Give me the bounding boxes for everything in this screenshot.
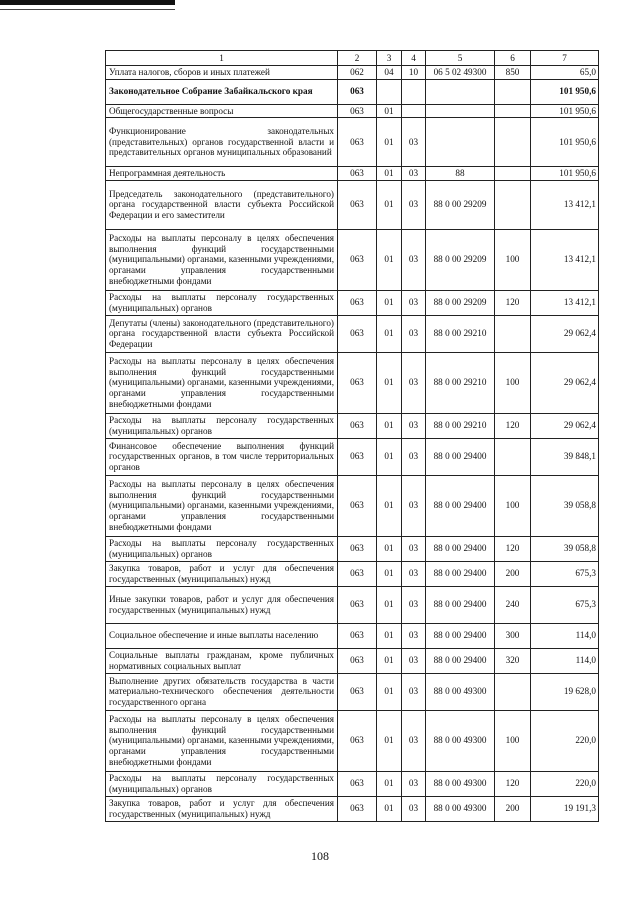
row-name-cell: Законодательное Собрание Забайкальского края (106, 79, 338, 104)
row-target-article-cell: 88 0 00 29400 (426, 438, 495, 475)
row-subsection-cell: 03 (402, 771, 426, 796)
row-name-cell: Расходы на выплаты персоналу в целях обеспечения выполнения функций государственными (муниципальными) органами, казенными учреждениями, органами управления государственными внебюджетными фондами (106, 475, 338, 536)
row-grbs-cell: 063 (338, 648, 377, 673)
row-target-article-cell: 88 0 00 29209 (426, 290, 495, 315)
table-row (106, 623, 599, 648)
row-subsection-cell: 03 (402, 710, 426, 771)
row-section-cell: 01 (377, 413, 402, 438)
row-expense-type-cell: 120 (495, 413, 531, 438)
row-amount-cell: 101 950,6 (531, 79, 599, 104)
row-section-cell: 04 (377, 66, 402, 80)
table-row (106, 104, 599, 118)
row-section-cell: 01 (377, 104, 402, 118)
row-section-cell: 01 (377, 229, 402, 290)
row-amount-cell: 101 950,6 (531, 118, 599, 167)
row-section-cell: 01 (377, 561, 402, 586)
row-section-cell: 01 (377, 315, 402, 352)
table-row (106, 315, 599, 352)
row-amount-cell: 39 058,8 (531, 536, 599, 561)
row-section-cell: 01 (377, 623, 402, 648)
table-row (106, 536, 599, 561)
row-expense-type-cell (495, 167, 531, 181)
row-section-cell (377, 79, 402, 104)
row-expense-type-cell: 850 (495, 66, 531, 80)
row-target-article-cell: 88 0 00 29209 (426, 180, 495, 229)
row-subsection-cell: 03 (402, 623, 426, 648)
row-section-cell: 01 (377, 710, 402, 771)
row-grbs-cell: 063 (338, 180, 377, 229)
row-target-article-cell: 06 5 02 49300 (426, 66, 495, 80)
row-section-cell: 01 (377, 796, 402, 821)
row-subsection-cell: 10 (402, 66, 426, 80)
row-expense-type-cell: 100 (495, 229, 531, 290)
page-number: 108 (311, 849, 329, 863)
row-subsection-cell: 03 (402, 475, 426, 536)
row-name-cell: Непрограммная деятельность (106, 167, 338, 181)
row-target-article-cell (426, 118, 495, 167)
table-row (106, 352, 599, 413)
row-subsection-cell: 03 (402, 536, 426, 561)
row-subsection-cell: 03 (402, 438, 426, 475)
row-section-cell: 01 (377, 290, 402, 315)
row-target-article-cell: 88 0 00 29400 (426, 623, 495, 648)
row-grbs-cell: 063 (338, 413, 377, 438)
row-target-article-cell: 88 0 00 49300 (426, 771, 495, 796)
table-row (106, 229, 599, 290)
table-body (106, 66, 599, 822)
row-section-cell: 01 (377, 586, 402, 623)
row-name-cell: Расходы на выплаты персоналу в целях обеспечения выполнения функций государственными (муниципальными) органами, казенными учреждениями, органами управления государственными внебюджетными фондами (106, 710, 338, 771)
row-expense-type-cell: 120 (495, 536, 531, 561)
row-subsection-cell: 03 (402, 673, 426, 710)
row-subsection-cell: 03 (402, 315, 426, 352)
row-target-article-cell: 88 0 00 29209 (426, 229, 495, 290)
row-subsection-cell: 03 (402, 290, 426, 315)
row-section-cell: 01 (377, 118, 402, 167)
row-amount-cell: 13 412,1 (531, 290, 599, 315)
row-expense-type-cell: 200 (495, 796, 531, 821)
row-grbs-cell: 063 (338, 710, 377, 771)
row-expense-type-cell: 240 (495, 586, 531, 623)
row-grbs-cell: 063 (338, 673, 377, 710)
table-row (106, 710, 599, 771)
row-grbs-cell: 063 (338, 623, 377, 648)
row-section-cell: 01 (377, 438, 402, 475)
row-subsection-cell: 03 (402, 167, 426, 181)
row-grbs-cell: 063 (338, 352, 377, 413)
row-target-article-cell: 88 0 00 29210 (426, 413, 495, 438)
row-name-cell: Социальные выплаты гражданам, кроме публичных нормативных социальных выплат (106, 648, 338, 673)
table-row (106, 413, 599, 438)
row-amount-cell: 114,0 (531, 648, 599, 673)
row-amount-cell: 19 191,3 (531, 796, 599, 821)
row-subsection-cell: 03 (402, 229, 426, 290)
table-row (106, 118, 599, 167)
row-target-article-cell: 88 0 00 29400 (426, 475, 495, 536)
table-row (106, 648, 599, 673)
row-target-article-cell (426, 79, 495, 104)
row-amount-cell: 13 412,1 (531, 229, 599, 290)
header-col-3: 3 (377, 51, 402, 66)
row-amount-cell: 13 412,1 (531, 180, 599, 229)
row-name-cell: Уплата налогов, сборов и иных платежей (106, 66, 338, 80)
row-grbs-cell: 063 (338, 79, 377, 104)
row-grbs-cell: 063 (338, 290, 377, 315)
row-target-article-cell: 88 0 00 29210 (426, 352, 495, 413)
table-row (106, 771, 599, 796)
row-amount-cell: 675,3 (531, 586, 599, 623)
row-target-article-cell: 88 0 00 49300 (426, 796, 495, 821)
table-header-row (106, 51, 599, 66)
row-grbs-cell: 063 (338, 586, 377, 623)
top-scan-line (0, 9, 175, 10)
row-grbs-cell: 063 (338, 561, 377, 586)
row-section-cell: 01 (377, 673, 402, 710)
row-expense-type-cell (495, 79, 531, 104)
row-name-cell: Расходы на выплаты персоналу государственных (муниципальных) органов (106, 771, 338, 796)
header-col-6: 6 (495, 51, 531, 66)
row-grbs-cell: 063 (338, 118, 377, 167)
row-expense-type-cell: 100 (495, 475, 531, 536)
row-target-article-cell: 88 0 00 29400 (426, 561, 495, 586)
row-name-cell: Финансовое обеспечение выполнения функций государственных органов, в том числе территориальных органов (106, 438, 338, 475)
row-subsection-cell: 03 (402, 118, 426, 167)
row-name-cell: Функционирование законодательных (представительных) органов государственной власти и представительных органов муниципальных образований (106, 118, 338, 167)
row-name-cell: Расходы на выплаты персоналу в целях обеспечения выполнения функций государственными (муниципальными) органами, казенными учреждениями, органами управления государственными внебюджетными фондами (106, 229, 338, 290)
row-grbs-cell: 063 (338, 796, 377, 821)
row-amount-cell: 675,3 (531, 561, 599, 586)
table-row (106, 475, 599, 536)
row-amount-cell: 29 062,4 (531, 352, 599, 413)
row-amount-cell: 114,0 (531, 623, 599, 648)
table-row (106, 561, 599, 586)
row-subsection-cell: 03 (402, 648, 426, 673)
row-subsection-cell: 03 (402, 586, 426, 623)
row-amount-cell: 65,0 (531, 66, 599, 80)
row-amount-cell: 19 628,0 (531, 673, 599, 710)
row-section-cell: 01 (377, 475, 402, 536)
row-name-cell: Социальное обеспечение и иные выплаты населению (106, 623, 338, 648)
row-grbs-cell: 063 (338, 167, 377, 181)
row-subsection-cell: 03 (402, 413, 426, 438)
row-section-cell: 01 (377, 771, 402, 796)
row-expense-type-cell: 200 (495, 561, 531, 586)
row-target-article-cell: 88 0 00 29400 (426, 536, 495, 561)
row-name-cell: Закупка товаров, работ и услуг для обеспечения государственных (муниципальных) нужд (106, 561, 338, 586)
row-name-cell: Выполнение других обязательств государства в части материально-технического обеспечения деятельности государственного органа (106, 673, 338, 710)
row-grbs-cell: 063 (338, 475, 377, 536)
row-expense-type-cell: 100 (495, 352, 531, 413)
row-expense-type-cell (495, 118, 531, 167)
row-section-cell: 01 (377, 536, 402, 561)
row-expense-type-cell (495, 104, 531, 118)
row-amount-cell: 220,0 (531, 710, 599, 771)
table-row (106, 796, 599, 821)
row-subsection-cell (402, 104, 426, 118)
header-col-5: 5 (426, 51, 495, 66)
row-grbs-cell: 063 (338, 438, 377, 475)
table-row (106, 180, 599, 229)
table-row (106, 167, 599, 181)
row-name-cell: Закупка товаров, работ и услуг для обеспечения государственных (муниципальных) нужд (106, 796, 338, 821)
table-row (106, 586, 599, 623)
row-grbs-cell: 062 (338, 66, 377, 80)
table-row (106, 290, 599, 315)
row-section-cell: 01 (377, 648, 402, 673)
row-expense-type-cell (495, 438, 531, 475)
row-name-cell: Расходы на выплаты персоналу государственных (муниципальных) органов (106, 413, 338, 438)
row-subsection-cell (402, 79, 426, 104)
table-row (106, 66, 599, 80)
row-expense-type-cell: 100 (495, 710, 531, 771)
row-amount-cell: 39 848,1 (531, 438, 599, 475)
row-target-article-cell (426, 104, 495, 118)
row-section-cell: 01 (377, 180, 402, 229)
header-col-1: 1 (106, 51, 338, 66)
row-name-cell: Председатель законодательного (представительного) органа государственной власти субъекта Российской Федерации и его заместители (106, 180, 338, 229)
row-section-cell: 01 (377, 352, 402, 413)
row-expense-type-cell: 300 (495, 623, 531, 648)
row-name-cell: Расходы на выплаты персоналу государственных (муниципальных) органов (106, 536, 338, 561)
row-target-article-cell: 88 0 00 49300 (426, 710, 495, 771)
budget-table (105, 50, 599, 822)
top-scan-bar (0, 0, 175, 5)
row-subsection-cell: 03 (402, 796, 426, 821)
header-col-4: 4 (402, 51, 426, 66)
row-expense-type-cell (495, 315, 531, 352)
row-amount-cell: 29 062,4 (531, 315, 599, 352)
row-amount-cell: 220,0 (531, 771, 599, 796)
row-expense-type-cell (495, 180, 531, 229)
row-amount-cell: 101 950,6 (531, 167, 599, 181)
row-target-article-cell: 88 0 00 29400 (426, 586, 495, 623)
row-target-article-cell: 88 (426, 167, 495, 181)
table-row (106, 673, 599, 710)
row-amount-cell: 39 058,8 (531, 475, 599, 536)
table-row (106, 438, 599, 475)
row-target-article-cell: 88 0 00 49300 (426, 673, 495, 710)
row-subsection-cell: 03 (402, 180, 426, 229)
row-subsection-cell: 03 (402, 561, 426, 586)
row-expense-type-cell (495, 673, 531, 710)
row-name-cell: Депутаты (члены) законодательного (представительного) органа государственной власти субъекта Российской Федерации (106, 315, 338, 352)
row-name-cell: Расходы на выплаты персоналу государственных (муниципальных) органов (106, 290, 338, 315)
row-amount-cell: 29 062,4 (531, 413, 599, 438)
header-col-2: 2 (338, 51, 377, 66)
row-name-cell: Иные закупки товаров, работ и услуг для обеспечения государственных (муниципальных) нужд (106, 586, 338, 623)
row-name-cell: Общегосударственные вопросы (106, 104, 338, 118)
row-name-cell: Расходы на выплаты персоналу в целях обеспечения выполнения функций государственными (муниципальными) органами, казенными учреждениями, органами управления государственными внебюджетными фондами (106, 352, 338, 413)
row-grbs-cell: 063 (338, 315, 377, 352)
table-row (106, 79, 599, 104)
row-grbs-cell: 063 (338, 536, 377, 561)
row-expense-type-cell: 120 (495, 290, 531, 315)
row-grbs-cell: 063 (338, 771, 377, 796)
row-target-article-cell: 88 0 00 29210 (426, 315, 495, 352)
row-target-article-cell: 88 0 00 29400 (426, 648, 495, 673)
row-grbs-cell: 063 (338, 229, 377, 290)
row-subsection-cell: 03 (402, 352, 426, 413)
header-col-7: 7 (531, 51, 599, 66)
row-expense-type-cell: 320 (495, 648, 531, 673)
row-grbs-cell: 063 (338, 104, 377, 118)
row-expense-type-cell: 120 (495, 771, 531, 796)
row-amount-cell: 101 950,6 (531, 104, 599, 118)
row-section-cell: 01 (377, 167, 402, 181)
